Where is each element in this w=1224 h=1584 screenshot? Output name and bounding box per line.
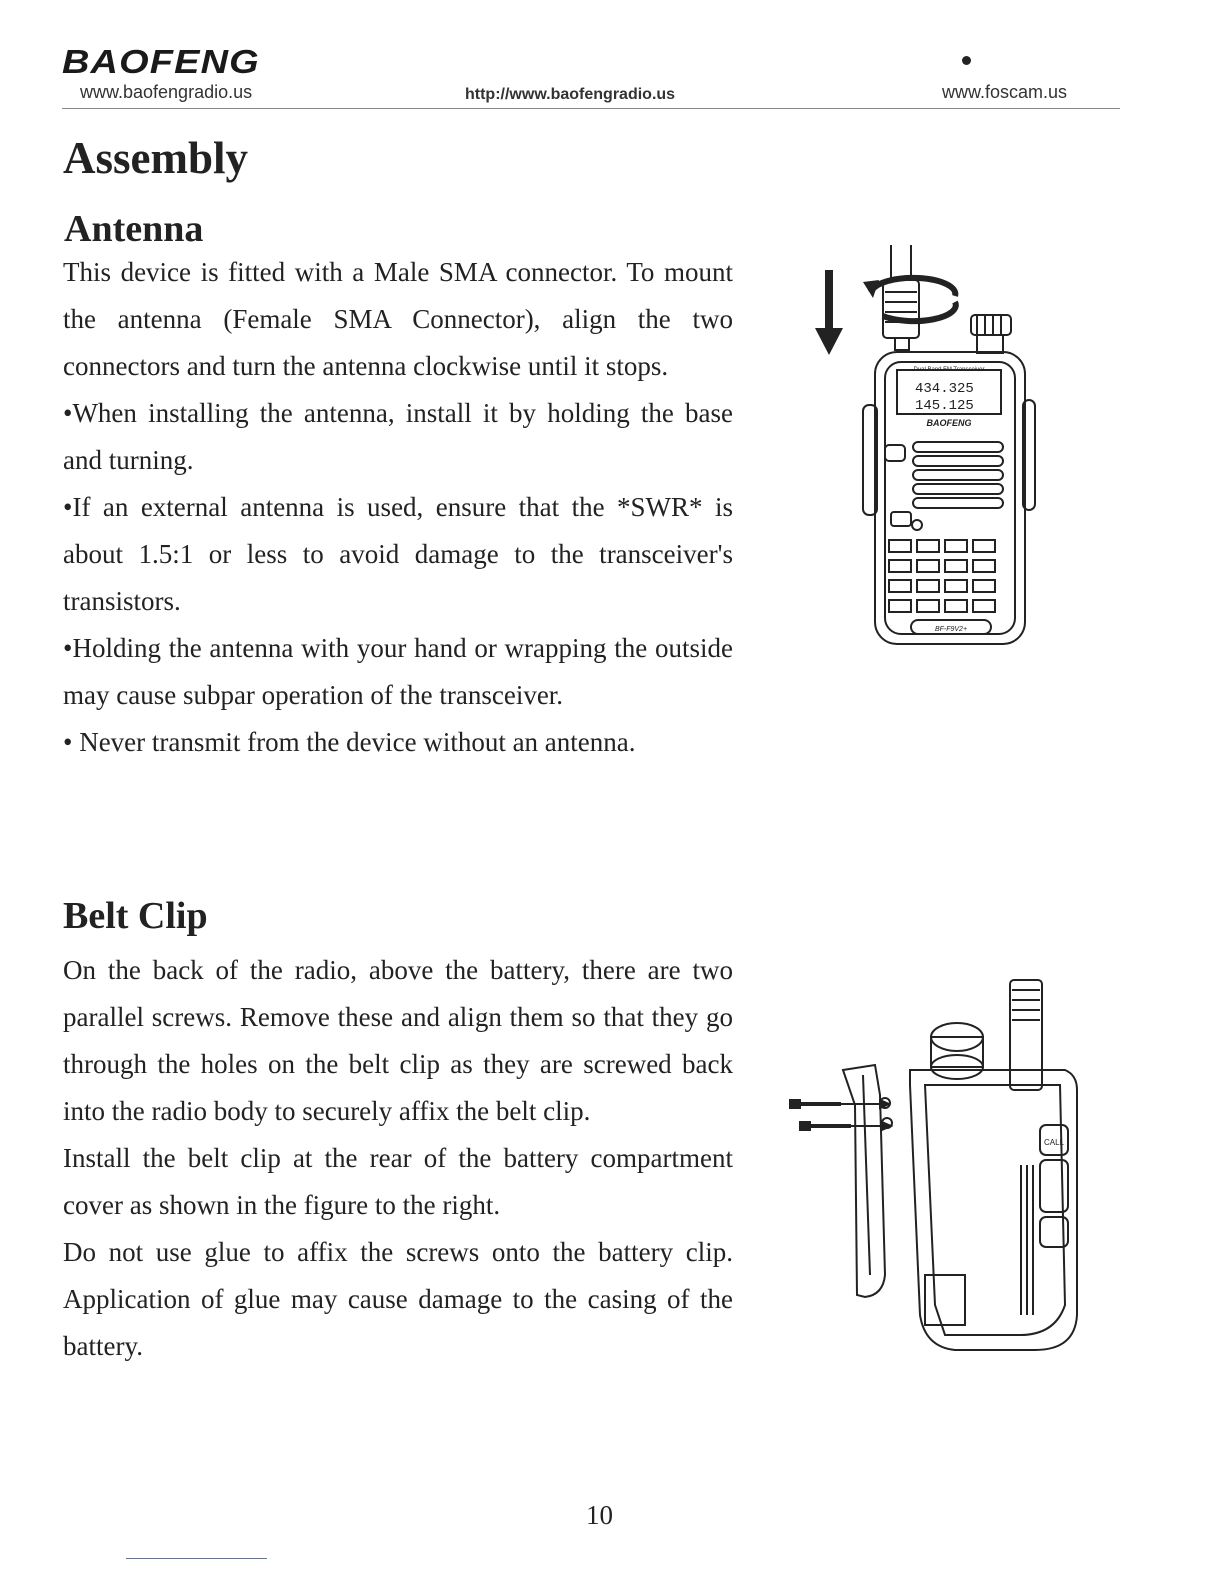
page-title: Assembly [63,133,249,183]
radio-body-outline [910,1070,1077,1350]
knob-illustration [971,315,1011,353]
antenna-bullet-never-transmit: • Never transmit from the device without an antenna. [63,727,636,757]
lcd-display [897,367,1001,414]
radio-brand-label: BAOFENG [926,418,972,428]
brand-logo: BAOFENG [62,43,260,80]
call-button-label: CALL [1043,1138,1065,1147]
antenna-illustration [883,245,919,350]
radio-front-figure [805,240,1045,650]
lcd-frequency-2: 145.125 [915,398,974,414]
keypad [889,540,995,612]
header-divider [62,108,1120,109]
belt-clip-illustration [843,1065,892,1297]
belt-clip-para-install: Install the belt clip at the rear of the battery compartment cover as shown in the figure to the right. [63,1143,733,1220]
belt-clip-section-body [63,947,733,1370]
antenna-bullet-install: •When installing the antenna, install it by holding the base and turning. [63,398,733,475]
antenna-illustration [1010,980,1042,1090]
site-link-center[interactable]: http://www.baofengradio.us [465,86,676,103]
antenna-bullet-swr: •If an external antenna is used, ensure that the *SWR* is about 1.5:1 or less to avoid damage to the transceiver's transistors. [63,492,733,616]
site-link-right[interactable]: www.foscam.us [942,82,1068,102]
speaker-grille [885,442,1003,530]
header-dot [962,56,971,65]
radio-model-label: BF-F9V2+ [934,626,968,633]
belt-clip-para-screws: On the back of the radio, above the battery, there are two parallel screws. Remove these and align them so that they go through the holes on the belt clip as they are screwed back into the radio body to securely affix the belt clip. [63,955,733,1126]
battery-ridges [925,1165,1033,1325]
footer-divider [126,1558,267,1559]
lcd-frequency-1: 434.325 [915,381,974,397]
belt-clip-para-glue-warning: Do not use glue to affix the screws onto the battery clip. Application of glue may cause damage to the casing of the battery. [63,1237,733,1361]
lcd-header: Dual Band FM Transceiver [913,367,985,373]
antenna-intro: This device is fitted with a Male SMA connector. To mount the antenna (Female SMA Connector), align the two connectors and turn the antenna clockwise until it stops. [63,257,733,381]
antenna-section-body [63,249,733,766]
belt-clip-heading: Belt Clip [63,895,208,937]
antenna-bullet-holding: •Holding the antenna with your hand or wrapping the outside may cause subpar operation of the transceiver. [63,633,733,710]
site-link-left[interactable]: www.baofengradio.us [80,82,253,102]
radio-rear-belt-clip-figure [785,975,1095,1370]
down-arrow-icon [815,270,843,355]
antenna-heading: Antenna [64,208,204,250]
page-number: 10 [586,1500,613,1530]
